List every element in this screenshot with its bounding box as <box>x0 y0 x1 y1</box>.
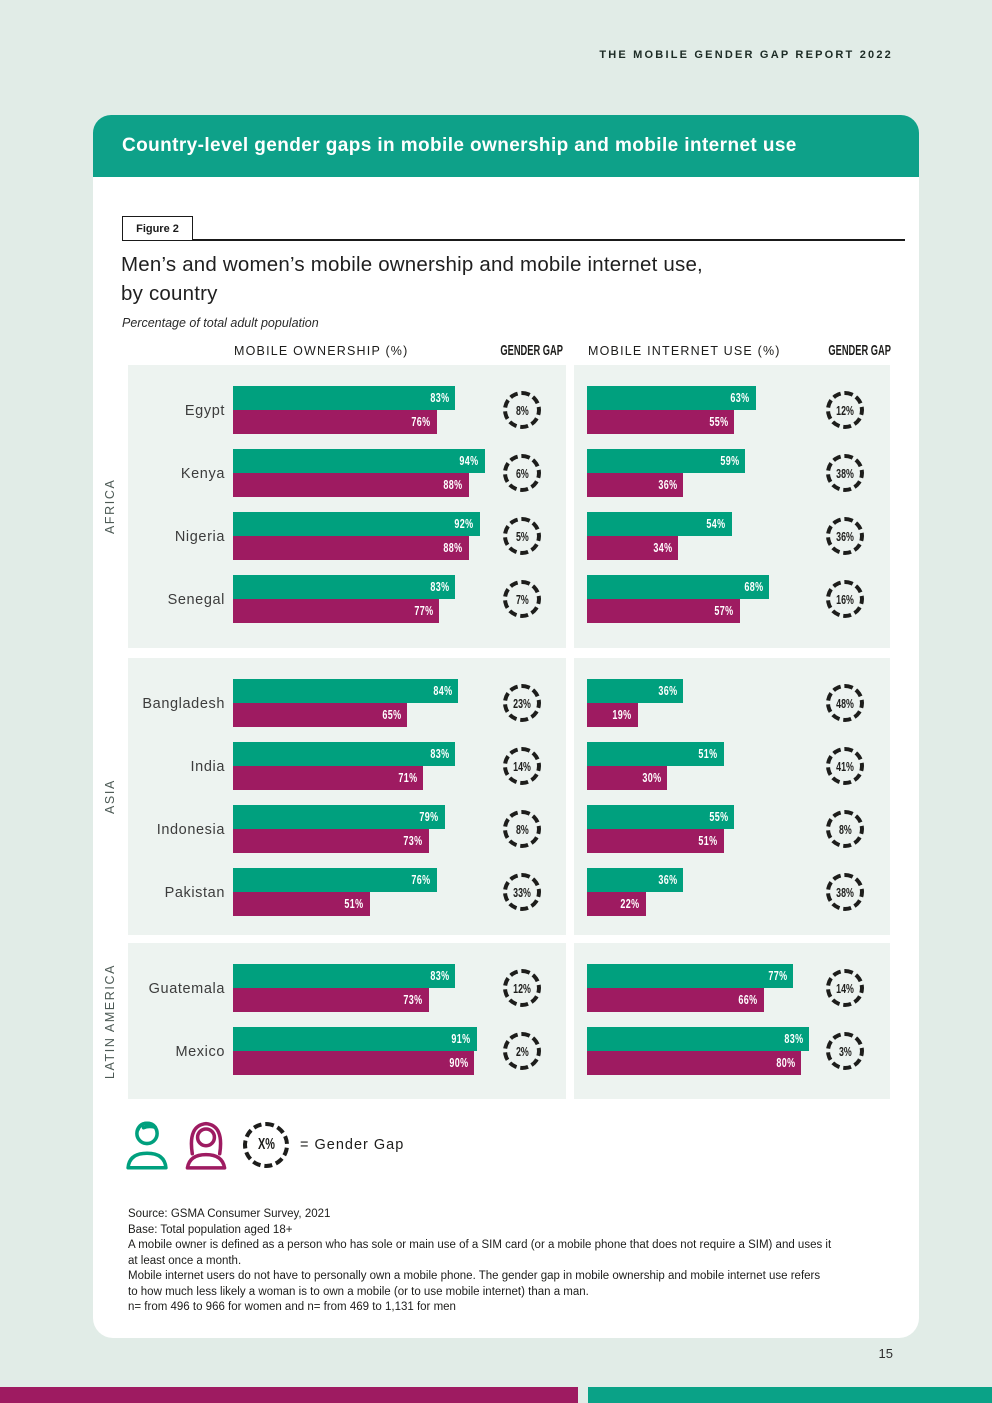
bar-pair <box>587 449 855 497</box>
source-line: Base: Total population aged 18+ <box>128 1223 293 1236</box>
men-bar <box>233 512 480 536</box>
bar-value-label: 63% <box>730 391 750 405</box>
country-row <box>574 861 890 924</box>
gender-gap-badge <box>503 873 541 911</box>
source-line: Source: GSMA Consumer Survey, 2021 <box>128 1208 331 1220</box>
source-line: at least once a month. <box>128 1254 242 1267</box>
figure-rule-line <box>122 239 905 241</box>
country-row <box>574 672 890 735</box>
footer-bar-magenta <box>0 1387 578 1403</box>
bar-pair <box>233 386 501 434</box>
bar-value-label: 88% <box>443 541 463 555</box>
source-line: to how much less likely a woman is to own a mobile (or to use mobile internet) than a man. <box>128 1285 589 1298</box>
gender-gap-value: 2% <box>515 1043 529 1059</box>
chart-title-line1: Men’s and women’s mobile ownership and mobile internet use, <box>121 253 703 276</box>
men-bar <box>233 1027 477 1051</box>
gender-gap-badge <box>503 684 541 722</box>
panel-asia-internet <box>574 658 890 935</box>
bar-pair <box>587 575 855 623</box>
bar-value-label: 79% <box>419 810 439 824</box>
country-row <box>128 505 566 568</box>
women-bar <box>233 829 429 853</box>
women-bar <box>587 829 724 853</box>
men-bar <box>587 964 793 988</box>
gender-gap-value: 36% <box>836 528 854 544</box>
gender-gap-value: 8% <box>515 402 529 418</box>
bar-value-label: 91% <box>451 1032 471 1046</box>
women-bar <box>233 473 469 497</box>
gender-gap-badge <box>503 454 541 492</box>
gender-gap-badge <box>826 810 864 848</box>
country-row <box>574 957 890 1020</box>
gender-gap-badge <box>826 684 864 722</box>
gender-gap-badge <box>826 580 864 618</box>
gender-gap-badge <box>826 1032 864 1070</box>
women-bar <box>587 599 740 623</box>
bar-value-label: 36% <box>658 478 678 492</box>
column-header-gender-gap-2: GENDER GAP <box>828 342 891 359</box>
bar-value-label: 76% <box>411 873 431 887</box>
women-bar <box>233 892 370 916</box>
men-bar <box>587 679 683 703</box>
bar-value-label: 65% <box>382 708 402 722</box>
country-row <box>574 379 890 442</box>
region-label-africa: AFRICA <box>103 478 117 535</box>
column-header-mobile-ownership: MOBILE OWNERSHIP (%) <box>234 344 409 358</box>
men-bar <box>233 575 455 599</box>
men-bar <box>587 1027 809 1051</box>
gender-gap-value: 14% <box>836 980 854 996</box>
bar-value-label: 83% <box>430 747 450 761</box>
country-row <box>128 1020 566 1083</box>
gender-gap-badge <box>503 810 541 848</box>
country-row <box>574 568 890 631</box>
gender-gap-value: 7% <box>515 591 529 607</box>
gender-gap-value: 38% <box>836 465 854 481</box>
women-bar <box>233 599 439 623</box>
women-bar <box>587 536 678 560</box>
bar-value-label: 68% <box>744 580 764 594</box>
country-row <box>128 672 566 735</box>
column-header-mobile-internet-use: MOBILE INTERNET USE (%) <box>588 344 781 358</box>
men-bar <box>587 512 732 536</box>
bar-value-label: 55% <box>709 810 729 824</box>
women-bar <box>233 1051 474 1075</box>
figure-tag: Figure 2 <box>122 216 193 241</box>
bar-value-label: 73% <box>403 993 423 1007</box>
gender-gap-value: 5% <box>515 528 529 544</box>
gender-gap-badge <box>503 969 541 1007</box>
chart-title <box>121 250 703 308</box>
country-row <box>574 505 890 568</box>
country-row <box>128 735 566 798</box>
banner <box>93 115 919 177</box>
bar-pair <box>587 805 855 853</box>
gender-gap-legend-label: = Gender Gap <box>300 1137 405 1153</box>
chart-title-line2: by country <box>121 282 218 305</box>
chart-subtitle: Percentage of total adult population <box>122 316 319 330</box>
gender-gap-badge <box>503 517 541 555</box>
men-bar <box>233 742 455 766</box>
bar-value-label: 51% <box>698 747 718 761</box>
bar-value-label: 73% <box>403 834 423 848</box>
country-label: Mexico <box>175 1043 225 1060</box>
country-row <box>574 735 890 798</box>
bar-value-label: 83% <box>430 969 450 983</box>
bar-value-label: 19% <box>612 708 632 722</box>
women-bar <box>587 1051 801 1075</box>
gender-gap-value: 14% <box>513 758 531 774</box>
gender-gap-badge <box>826 747 864 785</box>
column-header-gender-gap-1: GENDER GAP <box>500 342 563 359</box>
men-bar <box>233 679 458 703</box>
source-line: Mobile internet users do not have to personally own a mobile phone. The gender gap in mobile ownership and mobile internet use refers <box>128 1270 821 1282</box>
bar-pair <box>233 805 501 853</box>
country-label: Guatemala <box>148 980 225 997</box>
region-label-asia: ASIA <box>103 779 117 814</box>
country-label: Indonesia <box>156 821 225 838</box>
country-row <box>128 442 566 505</box>
men-bar <box>587 868 683 892</box>
bar-pair <box>233 1027 501 1075</box>
bar-pair <box>587 868 855 916</box>
region-label-latin-america: LATIN AMERICA <box>103 963 117 1079</box>
country-label: Kenya <box>180 465 225 482</box>
bar-value-label: 51% <box>344 897 364 911</box>
men-bar <box>587 449 745 473</box>
panel-africa-ownership <box>128 365 566 648</box>
gender-gap-value: 3% <box>838 1043 852 1059</box>
men-bar <box>233 449 485 473</box>
bar-value-label: 54% <box>706 517 726 531</box>
bar-value-label: 83% <box>430 391 450 405</box>
bar-pair <box>233 964 501 1012</box>
bar-value-label: 71% <box>398 771 418 785</box>
gender-gap-value: 48% <box>836 695 854 711</box>
women-bar <box>233 410 437 434</box>
figure-card <box>93 115 919 1338</box>
country-row <box>128 568 566 631</box>
women-bar <box>587 703 638 727</box>
bar-value-label: 90% <box>449 1056 469 1070</box>
men-bar <box>587 742 724 766</box>
gender-gap-value: 12% <box>513 980 531 996</box>
women-bar <box>587 892 646 916</box>
bar-value-label: 36% <box>658 684 678 698</box>
panel-africa-internet <box>574 365 890 648</box>
country-row <box>128 957 566 1020</box>
bar-value-label: 30% <box>642 771 662 785</box>
men-bar <box>233 805 445 829</box>
gender-gap-badge <box>826 517 864 555</box>
gender-gap-value: 38% <box>836 884 854 900</box>
banner-title: Country-level gender gaps in mobile ownership and mobile internet use <box>122 135 797 156</box>
bar-value-label: 59% <box>720 454 740 468</box>
gender-gap-legend-badge <box>243 1122 289 1168</box>
bar-value-label: 66% <box>738 993 758 1007</box>
gender-gap-badge <box>503 580 541 618</box>
men-bar <box>233 386 455 410</box>
gender-gap-badge <box>826 969 864 1007</box>
country-label: Pakistan <box>164 884 225 901</box>
country-row <box>574 1020 890 1083</box>
bar-value-label: 80% <box>776 1056 796 1070</box>
gender-gap-value: 12% <box>836 402 854 418</box>
source-line: A mobile owner is defined as a person who has sole or main use of a SIM card (or a mobile phone that does not require a SIM) and uses it <box>128 1239 832 1251</box>
country-label: Bangladesh <box>142 695 225 712</box>
bar-pair <box>587 512 855 560</box>
women-bar <box>587 473 683 497</box>
gender-gap-value: 33% <box>513 884 531 900</box>
bar-value-label: 77% <box>414 604 434 618</box>
panel-latin-america-ownership <box>128 943 566 1099</box>
bar-pair <box>233 512 501 560</box>
women-bar <box>587 988 764 1012</box>
bar-pair <box>233 742 501 790</box>
men-bar <box>233 964 455 988</box>
bar-pair <box>587 1027 855 1075</box>
gender-gap-badge <box>503 391 541 429</box>
country-row <box>574 798 890 861</box>
source-block <box>128 1207 888 1316</box>
gender-gap-value: 8% <box>838 821 852 837</box>
bar-pair <box>233 868 501 916</box>
women-bar <box>587 410 734 434</box>
panel-latin-america-internet <box>574 943 890 1099</box>
bar-pair <box>587 742 855 790</box>
gender-gap-value: 16% <box>836 591 854 607</box>
gender-gap-badge <box>826 391 864 429</box>
men-bar <box>587 805 734 829</box>
bar-pair <box>587 679 855 727</box>
bar-value-label: 94% <box>459 454 479 468</box>
bar-value-label: 51% <box>698 834 718 848</box>
bar-pair <box>587 964 855 1012</box>
bar-value-label: 84% <box>433 684 453 698</box>
women-bar <box>233 988 429 1012</box>
country-label: Senegal <box>167 591 225 608</box>
bar-pair <box>233 575 501 623</box>
bar-value-label: 92% <box>454 517 474 531</box>
bar-value-label: 83% <box>784 1032 804 1046</box>
bar-value-label: 55% <box>709 415 729 429</box>
country-row <box>574 442 890 505</box>
gender-gap-badge <box>503 1032 541 1070</box>
country-label: Nigeria <box>174 528 225 545</box>
panel-asia-ownership <box>128 658 566 935</box>
women-bar <box>587 766 667 790</box>
bar-pair <box>233 679 501 727</box>
country-row <box>128 379 566 442</box>
men-bar <box>587 575 769 599</box>
bar-pair <box>587 386 855 434</box>
women-bar <box>233 703 407 727</box>
gender-gap-value: 8% <box>515 821 529 837</box>
man-icon <box>125 1117 169 1176</box>
gender-gap-badge <box>826 454 864 492</box>
bar-value-label: 57% <box>714 604 734 618</box>
gender-gap-value: 6% <box>515 465 529 481</box>
country-label: Egypt <box>184 402 225 419</box>
men-bar <box>587 386 756 410</box>
bar-value-label: 22% <box>620 897 640 911</box>
women-bar <box>233 766 423 790</box>
gender-gap-badge <box>826 873 864 911</box>
gender-gap-value: 23% <box>513 695 531 711</box>
gender-gap-value: 41% <box>836 758 854 774</box>
bar-value-label: 83% <box>430 580 450 594</box>
bar-value-label: 77% <box>768 969 788 983</box>
country-row <box>128 798 566 861</box>
report-header: THE MOBILE GENDER GAP REPORT 2022 <box>599 49 893 61</box>
bar-value-label: 36% <box>658 873 678 887</box>
gender-gap-badge <box>503 747 541 785</box>
footer-bar-green <box>588 1387 992 1403</box>
bar-value-label: 34% <box>653 541 673 555</box>
source-line: n= from 496 to 966 for women and n= from 469 to 1,131 for men <box>128 1301 456 1313</box>
gender-gap-legend-symbol: X% <box>257 1136 275 1153</box>
woman-icon <box>183 1117 229 1176</box>
women-bar <box>233 536 469 560</box>
country-row <box>128 861 566 924</box>
bar-value-label: 88% <box>443 478 463 492</box>
bar-pair <box>233 449 501 497</box>
bar-value-label: 76% <box>411 415 431 429</box>
country-label: India <box>190 758 225 775</box>
page-number: 15 <box>878 1346 893 1361</box>
men-bar <box>233 868 437 892</box>
